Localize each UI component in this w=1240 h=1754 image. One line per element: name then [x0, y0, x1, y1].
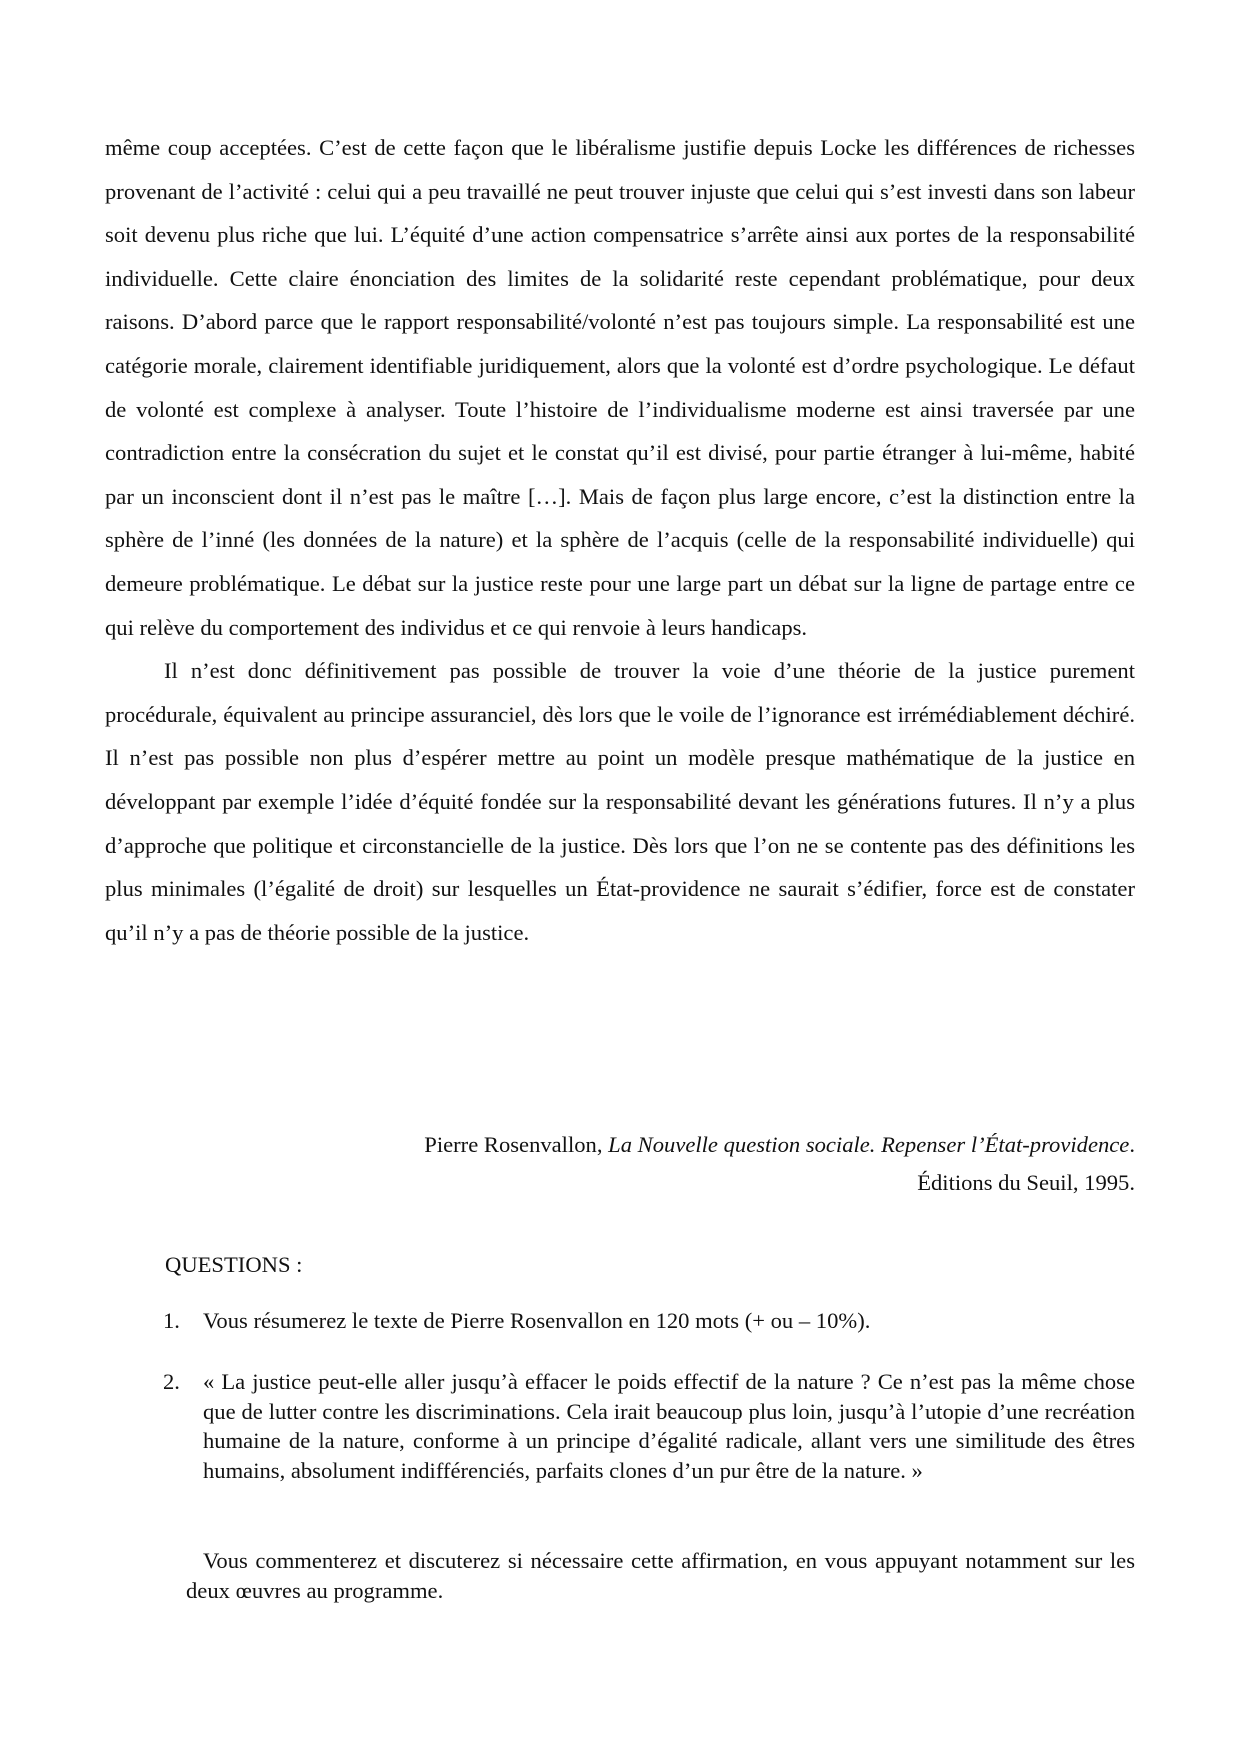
source-citation	[105, 1126, 1135, 1202]
question-number: 1.	[163, 1308, 180, 1333]
passage-text	[105, 126, 1135, 954]
question-text: « La justice peut-elle aller jusqu’à effacer le poids effectif de la nature ? Ce n’est pas la même chose que de lutter contre les discriminations. Cela irait beaucoup plus loin, jusqu’à l’utopie d’une recréation humaine de la nature, conforme à un principe d’égalité radicale, allant vers une similitude des êtres humains, absolument indifférenciés, parfaits clones d’un pur être de la nature. »	[203, 1369, 1135, 1483]
passage-paragraph-1: même coup acceptées. C’est de cette façon que le libéralisme justifie depuis Locke les différences de richesses provenant de l’activité : celui qui a peu travaillé ne peut trouver injuste que celui qui s’est investi dans son labeur soit devenu plus riche que lui. L’équité d’une action compensatrice s’arrête ainsi aux portes de la responsabilité individuelle. Cette claire énonciation des limites de la solidarité reste cependant problématique, pour deux raisons. D’abord parce que le rapport responsabilité/volonté n’est pas toujours simple. La responsabilité est une catégorie morale, clairement identifiable juridiquement, alors que la volonté est d’ordre psychologique. Le défaut de volonté est complexe à analyser. Toute l’histoire de l’individualisme moderne est ainsi traversée par une contradiction entre la consécration du sujet et le constat qu’il est divisé, pour partie étranger à lui-même, habité par un inconscient dont il n’est pas le maître […]. Mais de façon plus large encore, c’est la distinction entre la sphère de l’inné (les données de la nature) et la sphère de l’acquis (celle de la responsabilité individuelle) qui demeure problématique. Le débat sur la justice reste pour une large part un débat sur la ligne de partage entre ce qui relève du comportement des individus et ce qui renvoie à leurs handicaps.	[105, 135, 1135, 640]
questions-list	[163, 1306, 1135, 1485]
passage-paragraph-2: Il n’est donc définitivement pas possible de trouver la voie d’une théorie de la justice purement procédurale, équivalent au principe assuranciel, dès lors que le voile de l’ignorance est irrémédiablement déchiré. Il n’est pas possible non plus d’espérer mettre au point un modèle presque mathématique de la justice en développant par exemple l’idée d’équité fondée sur la responsabilité devant les générations futures. Il n’y a plus d’approche que politique et circonstancielle de la justice. Dès lors que l’on ne se contente pas des définitions les plus minimales (l’égalité de droit) sur lesquelles un État-providence ne saurait s’édifier, force est de constater qu’il n’y a pas de théorie possible de la justice.	[105, 658, 1135, 945]
citation-publisher: Éditions du Seuil, 1995.	[917, 1170, 1135, 1195]
questions-heading: QUESTIONS :	[165, 1252, 303, 1277]
question-number: 2.	[163, 1369, 180, 1394]
citation-line-1	[105, 1126, 1135, 1164]
question-item-2	[163, 1367, 1135, 1485]
question-instruction: Vous commenterez et discuterez si nécessaire cette affirmation, en vous appuyant notamment sur les deux œuvres au programme.	[186, 1548, 1135, 1603]
question-text: Vous résumerez le texte de Pierre Rosenvallon en 120 mots (+ ou – 10%).	[203, 1308, 871, 1333]
question-item-1	[163, 1306, 1135, 1336]
citation-title-end: .	[1129, 1132, 1135, 1157]
citation-author: Pierre Rosenvallon,	[424, 1132, 603, 1157]
citation-title: La Nouvelle question sociale. Repenser l’État-providence	[608, 1132, 1130, 1157]
